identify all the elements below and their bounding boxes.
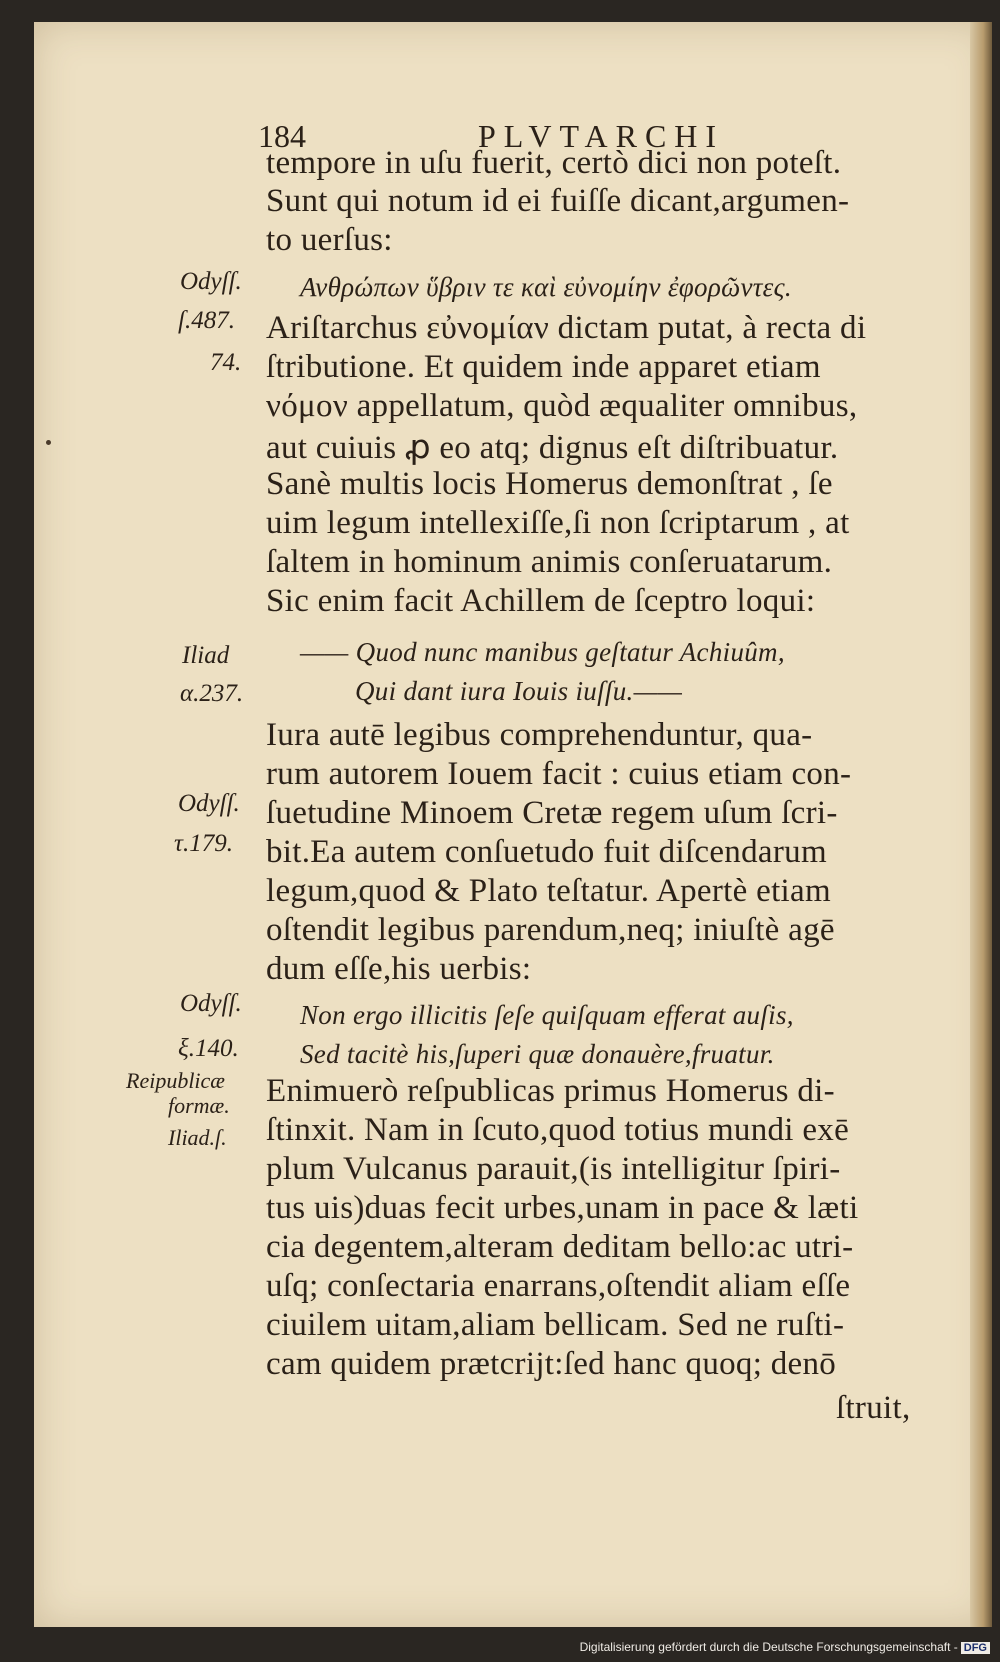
text-line: Enimuerò reſpublicas primus Homerus di-	[266, 1073, 835, 1109]
margin-note: ſ.487.	[178, 307, 235, 334]
ink-spot	[46, 440, 51, 445]
credit-text: Digitalisierung gefördert durch die Deutsche Forschungsgemeinschaft -	[579, 1640, 958, 1654]
text-line: ciuilem uitam,aliam bellicam. Sed ne ruſti-	[266, 1307, 845, 1343]
margin-note: Odyſſ.	[180, 990, 242, 1017]
text-line: aut cuiuis ꝓ eo atq; dignus eſt diſtribuatur.	[266, 430, 839, 466]
margin-note: 74.	[210, 349, 242, 376]
catchword: ſtruit,	[836, 1390, 911, 1426]
margin-note: α.237.	[180, 680, 244, 707]
text-line: ſaltem in hominum animis conſeruatarum.	[266, 544, 833, 580]
greek-verse: Ανθρώπων ὕβριν τε καὶ εὐνομίην ἐφορῶντες.	[300, 272, 792, 302]
margin-note: Iliad	[182, 642, 230, 669]
verse-line: Non ergo illicitis ſeſe quiſquam efferat auſis,	[300, 1000, 794, 1030]
text-line: νόμον appellatum, quòd æqualiter omnibus,	[266, 388, 858, 424]
text-line: Sunt qui notum id ei fuiſſe dicant,argumen-	[266, 183, 850, 219]
digitization-credit	[580, 1640, 990, 1654]
margin-note: ξ.140.	[178, 1035, 239, 1062]
text-line: uim legum intellexiſſe,ſi non ſcriptarum , at	[266, 505, 850, 541]
margin-note: Reipublicæ	[126, 1068, 225, 1093]
text-line: ſtributione. Et quidem inde apparet etiam	[266, 349, 821, 385]
text-line: uſq; conſectaria enarrans,oſtendit aliam eſſe	[266, 1268, 851, 1304]
text-line: ſtinxit. Nam in ſcuto,quod totius mundi exē	[266, 1112, 850, 1148]
text-line: tus uis)duas fecit urbes,unam in pace & læti	[266, 1190, 859, 1226]
dfg-logo: DFG	[961, 1642, 990, 1654]
margin-note: τ.179.	[174, 830, 233, 857]
text-line: oſtendit legibus parendum,neq; iniuſtè agē	[266, 912, 835, 948]
text-line: to uerſus:	[266, 222, 393, 258]
verse-line: Qui dant iura Iouis iuſſu.——	[355, 676, 683, 706]
page-number: 184	[258, 118, 306, 154]
text-line: cam quidem prætcrijt:ſed hanc quoq; denō	[266, 1346, 837, 1382]
text-line: Ariſtarchus εὐνομίαν dictam putat, à recta di	[266, 310, 867, 346]
text-line: plum Vulcanus parauit,(is intelligitur ſpiri-	[266, 1151, 841, 1187]
running-title: PLVTARCHI	[478, 118, 725, 154]
text-line: ſuetudine Minoem Cretæ regem uſum ſcri-	[266, 795, 838, 831]
verse-line: —— Quod nunc manibus geſtatur Achiuûm,	[300, 637, 785, 667]
page-edge	[970, 22, 992, 1627]
text-line: Sanè multis locis Homerus demonſtrat , ſe	[266, 466, 833, 502]
margin-note: Odyſſ.	[178, 790, 240, 817]
margin-note: formæ.	[168, 1093, 230, 1118]
text-line: bit.Ea autem conſuetudo fuit diſcendarum	[266, 834, 827, 870]
text-line: Sic enim facit Achillem de ſceptro loqui:	[266, 583, 816, 619]
text-line: dum eſſe,his uerbis:	[266, 951, 532, 987]
text-line: cia degentem,alteram deditam bello:ac utri-	[266, 1229, 854, 1265]
text-line: tempore in uſu fuerit, certò dici non poteſt.	[266, 145, 842, 181]
verse-line: Sed tacitè his,ſuperi quæ donauère,fruatur.	[300, 1039, 775, 1069]
text-line: Iura autē legibus comprehenduntur, qua-	[266, 717, 813, 753]
text-line: legum,quod & Plato teſtatur. Apertè etiam	[266, 873, 831, 909]
text-line: rum autorem Iouem facit : cuius etiam con-	[266, 756, 852, 792]
margin-note: Iliad.ſ.	[168, 1125, 227, 1150]
margin-note: Odyſſ.	[180, 268, 242, 295]
